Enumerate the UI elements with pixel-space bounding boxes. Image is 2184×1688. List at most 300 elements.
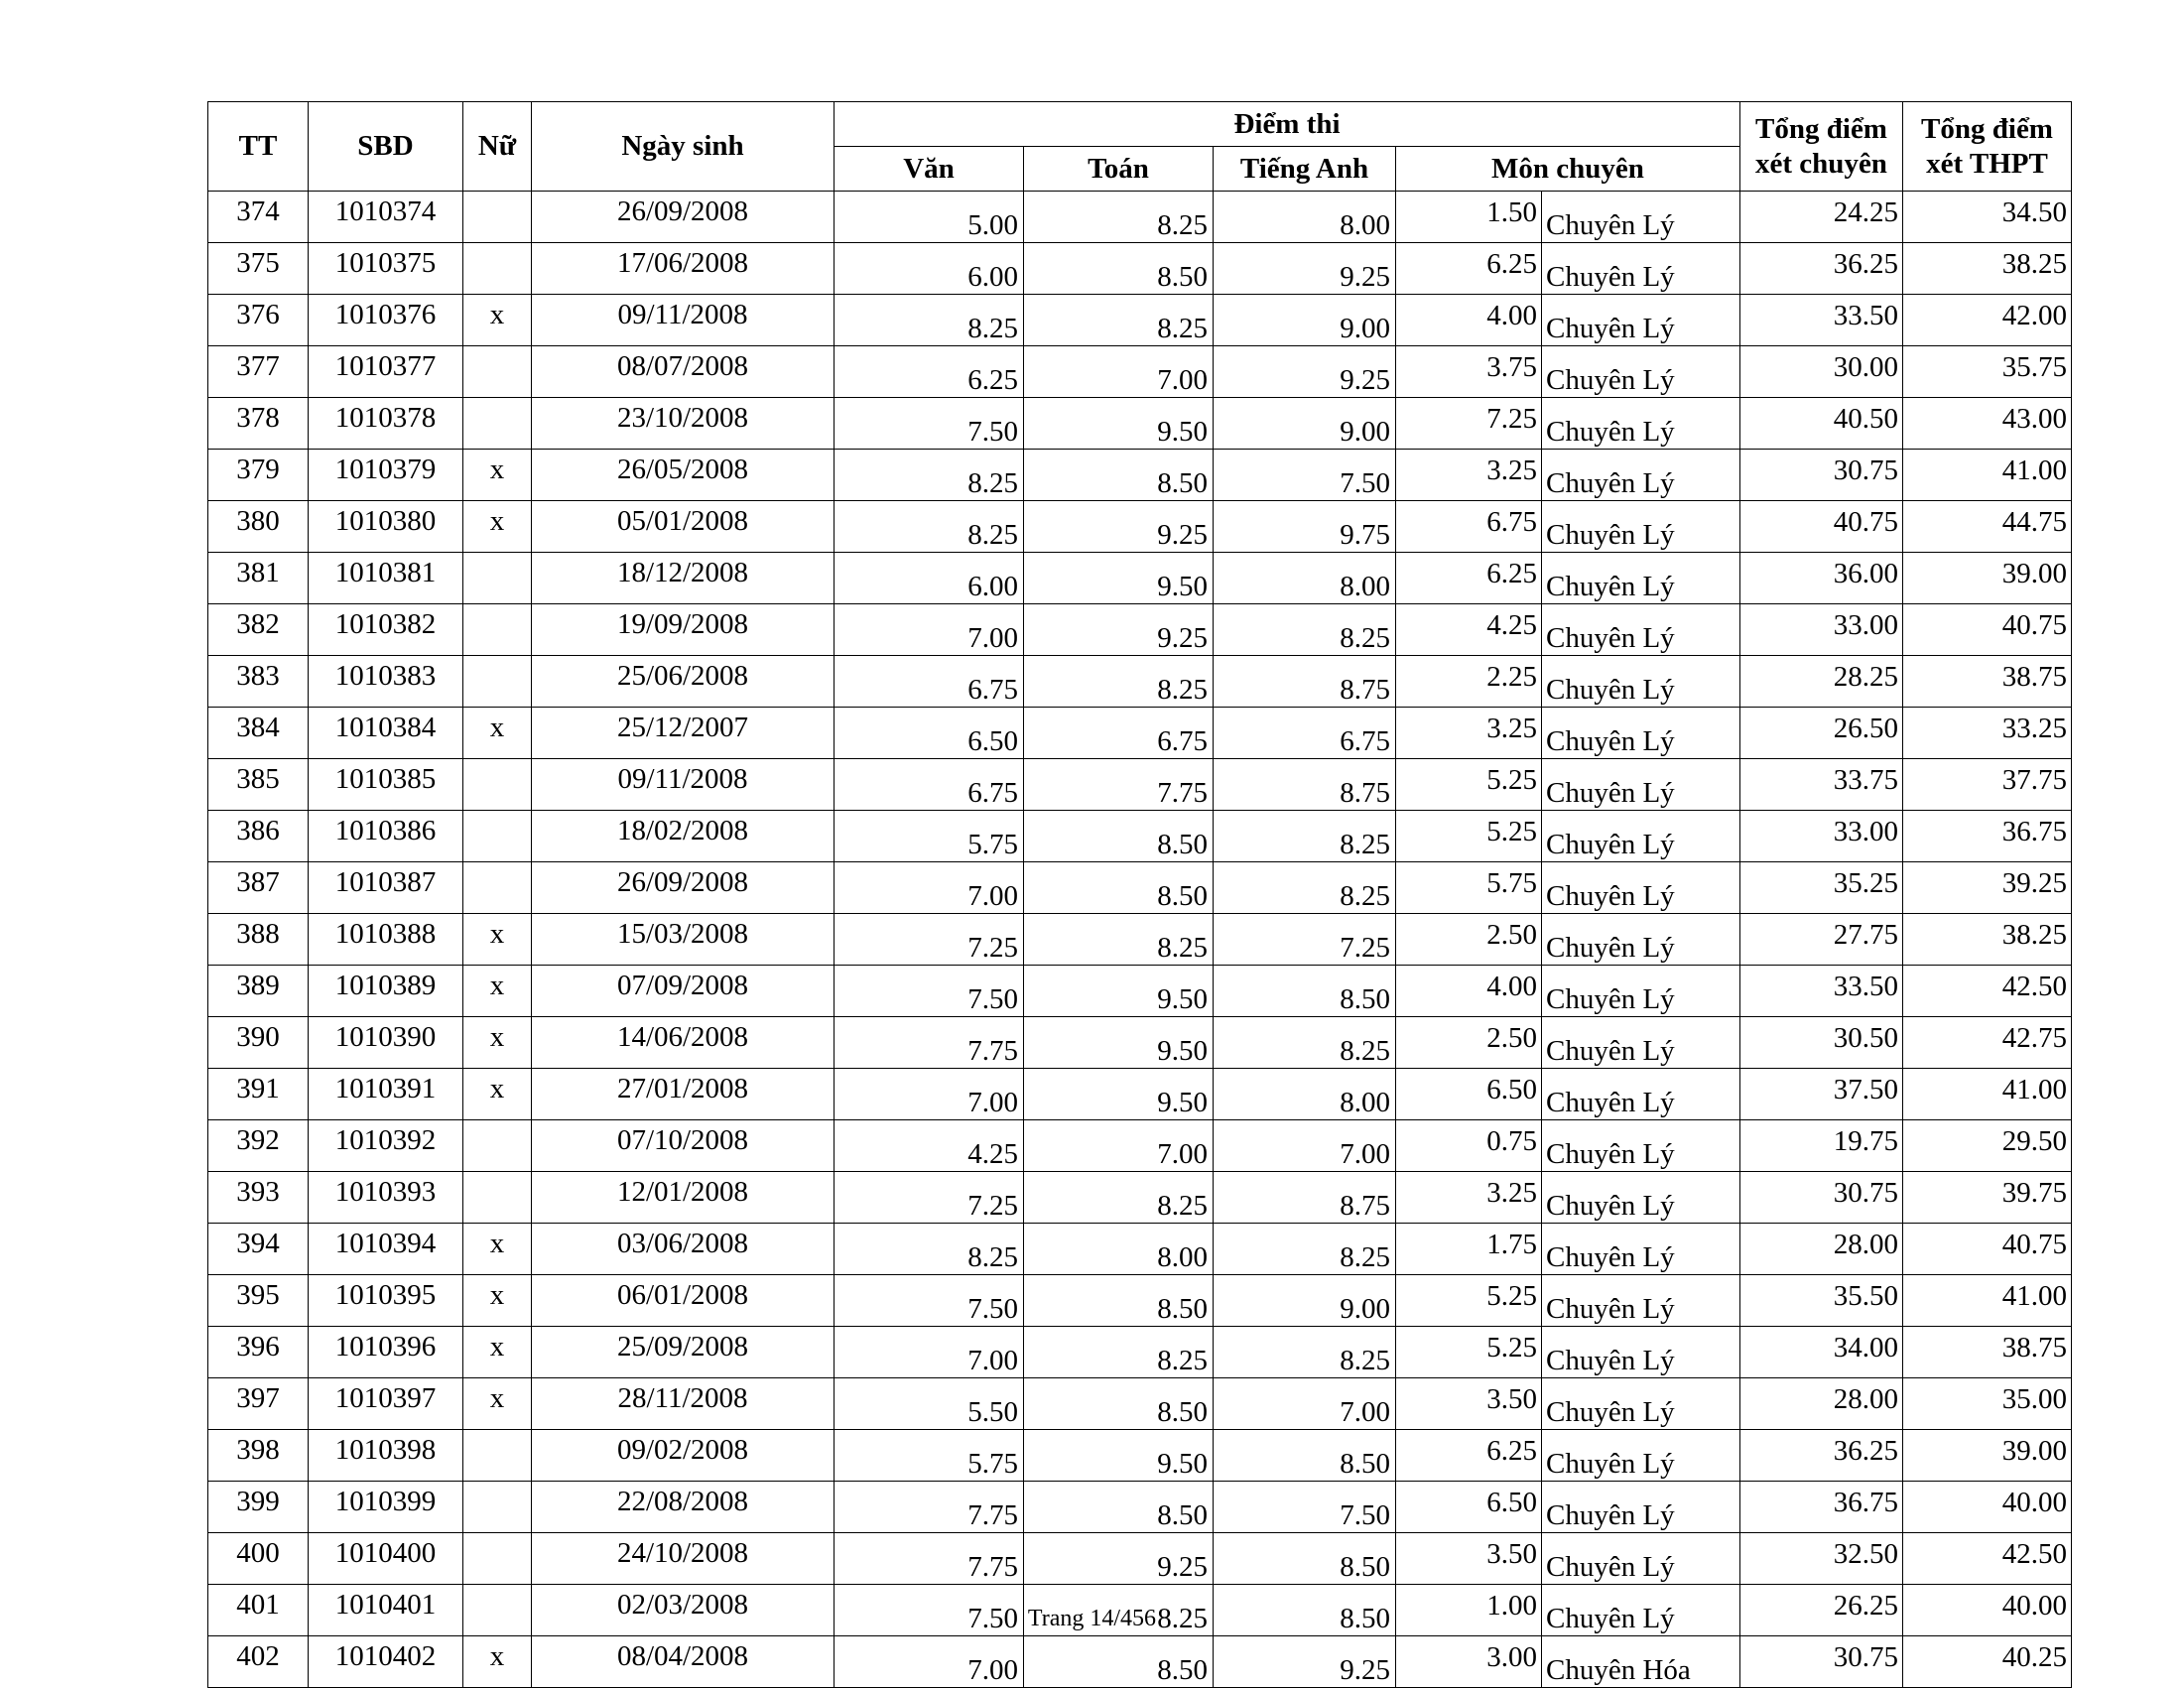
cell-van: 5.00 [835,192,1024,243]
table-row [208,862,2072,914]
cell-mon-chuyen-diem: 6.75 [1396,501,1542,553]
header-tt: TT [208,102,309,192]
cell-nu: x [463,1224,532,1275]
table-row [208,604,2072,656]
cell-ngay-sinh: 26/05/2008 [532,450,835,501]
cell-toan: 8.25 [1024,914,1214,966]
cell-ngay-sinh: 25/12/2007 [532,708,835,759]
table-row [208,759,2072,811]
cell-ngay-sinh: 26/09/2008 [532,862,835,914]
cell-sbd: 1010394 [309,1224,463,1275]
cell-ngay-sinh: 03/06/2008 [532,1224,835,1275]
table-row [208,501,2072,553]
cell-mon-chuyen-ten: Chuyên Lý [1542,553,1740,604]
cell-nu: x [463,914,532,966]
header-van: Văn [835,147,1024,192]
cell-mon-chuyen-diem: 3.50 [1396,1533,1542,1585]
table-row [208,1378,2072,1430]
cell-ngay-sinh: 09/11/2008 [532,295,835,346]
cell-mon-chuyen-ten: Chuyên Lý [1542,243,1740,295]
cell-ngay-sinh: 09/02/2008 [532,1430,835,1482]
cell-mon-chuyen-ten: Chuyên Lý [1542,1172,1740,1224]
cell-tong-xet-chuyen: 36.25 [1740,243,1903,295]
cell-tieng-anh: 7.00 [1214,1120,1396,1172]
cell-tieng-anh: 7.25 [1214,914,1396,966]
table-header [208,102,2072,192]
cell-van: 8.25 [835,1224,1024,1275]
cell-tt: 399 [208,1482,309,1533]
cell-tong-xet-chuyen: 33.50 [1740,966,1903,1017]
cell-mon-chuyen-ten: Chuyên Lý [1542,501,1740,553]
cell-toan: 9.50 [1024,398,1214,450]
cell-tong-xet-chuyen: 19.75 [1740,1120,1903,1172]
cell-ngay-sinh: 06/01/2008 [532,1275,835,1327]
cell-tong-xet-thpt: 39.00 [1903,1430,2072,1482]
header-tong-xet-thpt-line2: xét THPT [1926,147,2048,180]
cell-toan: 9.25 [1024,1533,1214,1585]
cell-sbd: 1010383 [309,656,463,708]
cell-toan: 8.25 [1024,656,1214,708]
cell-sbd: 1010388 [309,914,463,966]
cell-tong-xet-thpt: 38.25 [1903,243,2072,295]
cell-toan: 7.75 [1024,759,1214,811]
header-tong-xet-thpt-line1: Tổng điểm [1921,112,2053,145]
cell-sbd: 1010399 [309,1482,463,1533]
cell-tong-xet-thpt: 36.75 [1903,811,2072,862]
header-tong-xet-chuyen-line2: xét chuyên [1755,147,1887,180]
cell-nu [463,1482,532,1533]
cell-toan: 7.00 [1024,1120,1214,1172]
cell-tong-xet-chuyen: 33.50 [1740,295,1903,346]
page-number: Trang 14/456 [1027,1606,1157,1631]
table-row [208,811,2072,862]
cell-van: 8.25 [835,501,1024,553]
header-nu: Nữ [463,102,532,192]
cell-mon-chuyen-diem: 5.75 [1396,862,1542,914]
cell-nu [463,398,532,450]
cell-tong-xet-chuyen: 27.75 [1740,914,1903,966]
cell-tong-xet-chuyen: 37.50 [1740,1069,1903,1120]
cell-toan: 8.50 [1024,1636,1214,1688]
cell-tong-xet-thpt: 40.25 [1903,1636,2072,1688]
cell-tt: 390 [208,1017,309,1069]
cell-sbd: 1010389 [309,966,463,1017]
cell-nu [463,346,532,398]
cell-tong-xet-thpt: 42.00 [1903,295,2072,346]
cell-mon-chuyen-diem: 1.00 [1396,1585,1542,1636]
cell-nu: x [463,1327,532,1378]
table-row [208,966,2072,1017]
cell-toan: 8.50 [1024,862,1214,914]
table-row [208,1120,2072,1172]
cell-mon-chuyen-diem: 2.25 [1396,656,1542,708]
table-row [208,1327,2072,1378]
header-diem-thi: Điểm thi [835,102,1740,147]
cell-sbd: 1010392 [309,1120,463,1172]
cell-van: 7.75 [835,1017,1024,1069]
cell-van: 4.25 [835,1120,1024,1172]
cell-tong-xet-thpt: 35.00 [1903,1378,2072,1430]
cell-tieng-anh: 8.00 [1214,553,1396,604]
cell-ngay-sinh: 14/06/2008 [532,1017,835,1069]
cell-mon-chuyen-diem: 6.25 [1396,553,1542,604]
cell-nu [463,1533,532,1585]
cell-sbd: 1010400 [309,1533,463,1585]
table-row [208,1224,2072,1275]
cell-toan: 8.25 [1024,295,1214,346]
cell-toan: 8.50 [1024,811,1214,862]
cell-tong-xet-chuyen: 35.50 [1740,1275,1903,1327]
header-sbd: SBD [309,102,463,192]
cell-tong-xet-chuyen: 35.25 [1740,862,1903,914]
cell-mon-chuyen-ten: Chuyên Lý [1542,604,1740,656]
cell-van: 7.00 [835,1069,1024,1120]
cell-sbd: 1010375 [309,243,463,295]
cell-nu: x [463,1636,532,1688]
cell-nu: x [463,1378,532,1430]
table-row [208,708,2072,759]
cell-mon-chuyen-diem: 4.25 [1396,604,1542,656]
cell-ngay-sinh: 09/11/2008 [532,759,835,811]
cell-sbd: 1010395 [309,1275,463,1327]
cell-mon-chuyen-ten: Chuyên Lý [1542,1017,1740,1069]
cell-tieng-anh: 8.50 [1214,1533,1396,1585]
cell-nu: x [463,966,532,1017]
cell-tieng-anh: 8.25 [1214,811,1396,862]
cell-mon-chuyen-ten: Chuyên Lý [1542,811,1740,862]
cell-van: 6.00 [835,553,1024,604]
cell-tt: 392 [208,1120,309,1172]
header-tong-xet-chuyen-line1: Tổng điểm [1755,112,1887,145]
cell-mon-chuyen-ten: Chuyên Lý [1542,914,1740,966]
cell-van: 7.50 [835,966,1024,1017]
cell-tong-xet-chuyen: 28.00 [1740,1378,1903,1430]
cell-tong-xet-chuyen: 34.00 [1740,1327,1903,1378]
cell-mon-chuyen-ten: Chuyên Lý [1542,862,1740,914]
cell-sbd: 1010378 [309,398,463,450]
cell-mon-chuyen-diem: 5.25 [1396,1327,1542,1378]
table-row [208,1275,2072,1327]
cell-tieng-anh: 8.25 [1214,1327,1396,1378]
cell-mon-chuyen-diem: 1.75 [1396,1224,1542,1275]
cell-tieng-anh: 9.00 [1214,1275,1396,1327]
cell-tong-xet-chuyen: 40.50 [1740,398,1903,450]
cell-sbd: 1010382 [309,604,463,656]
cell-tt: 396 [208,1327,309,1378]
cell-tt: 401 [208,1585,309,1636]
cell-tong-xet-chuyen: 36.00 [1740,553,1903,604]
cell-nu: x [463,1069,532,1120]
cell-tong-xet-thpt: 40.00 [1903,1482,2072,1533]
cell-tieng-anh: 8.75 [1214,656,1396,708]
cell-mon-chuyen-ten: Chuyên Lý [1542,398,1740,450]
cell-tong-xet-chuyen: 26.50 [1740,708,1903,759]
cell-tong-xet-thpt: 35.75 [1903,346,2072,398]
cell-tong-xet-chuyen: 28.00 [1740,1224,1903,1275]
cell-toan: 8.50 [1024,243,1214,295]
cell-mon-chuyen-ten: Chuyên Lý [1542,966,1740,1017]
cell-toan: 9.50 [1024,553,1214,604]
cell-van: 5.75 [835,1430,1024,1482]
cell-toan: 8.25 [1024,1172,1214,1224]
cell-nu [463,811,532,862]
cell-mon-chuyen-diem: 5.25 [1396,1275,1542,1327]
cell-tong-xet-thpt: 29.50 [1903,1120,2072,1172]
cell-tong-xet-chuyen: 33.00 [1740,604,1903,656]
cell-tieng-anh: 9.75 [1214,501,1396,553]
table-row [208,295,2072,346]
cell-toan: 6.75 [1024,708,1214,759]
cell-tong-xet-thpt: 43.00 [1903,398,2072,450]
cell-ngay-sinh: 18/12/2008 [532,553,835,604]
cell-tt: 383 [208,656,309,708]
cell-van: 7.75 [835,1482,1024,1533]
cell-tong-xet-thpt: 41.00 [1903,450,2072,501]
cell-mon-chuyen-diem: 3.50 [1396,1378,1542,1430]
cell-mon-chuyen-diem: 3.25 [1396,450,1542,501]
header-tieng-anh: Tiếng Anh [1214,147,1396,192]
cell-tieng-anh: 8.00 [1214,1069,1396,1120]
cell-mon-chuyen-diem: 3.25 [1396,1172,1542,1224]
cell-mon-chuyen-ten: Chuyên Lý [1542,1327,1740,1378]
cell-toan: 9.50 [1024,1069,1214,1120]
cell-tieng-anh: 8.50 [1214,1430,1396,1482]
cell-van: 7.50 [835,398,1024,450]
cell-ngay-sinh: 27/01/2008 [532,1069,835,1120]
cell-mon-chuyen-ten: Chuyên Lý [1542,1533,1740,1585]
cell-toan: 8.50 [1024,1378,1214,1430]
cell-sbd: 1010391 [309,1069,463,1120]
cell-mon-chuyen-ten: Chuyên Lý [1542,1378,1740,1430]
cell-van: 5.75 [835,811,1024,862]
cell-mon-chuyen-diem: 1.50 [1396,192,1542,243]
cell-mon-chuyen-ten: Chuyên Lý [1542,759,1740,811]
cell-mon-chuyen-diem: 4.00 [1396,295,1542,346]
cell-tong-xet-chuyen: 33.00 [1740,811,1903,862]
cell-toan: 9.50 [1024,966,1214,1017]
cell-ngay-sinh: 24/10/2008 [532,1533,835,1585]
cell-tt: 384 [208,708,309,759]
cell-nu [463,1430,532,1482]
cell-mon-chuyen-diem: 3.75 [1396,346,1542,398]
cell-sbd: 1010380 [309,501,463,553]
cell-mon-chuyen-ten: Chuyên Lý [1542,1585,1740,1636]
table-row [208,1069,2072,1120]
cell-tong-xet-chuyen: 30.75 [1740,1172,1903,1224]
cell-sbd: 1010376 [309,295,463,346]
cell-mon-chuyen-ten: Chuyên Lý [1542,192,1740,243]
table-row [208,243,2072,295]
cell-nu [463,604,532,656]
cell-sbd: 1010398 [309,1430,463,1482]
header-toan: Toán [1024,147,1214,192]
cell-tong-xet-chuyen: 36.25 [1740,1430,1903,1482]
cell-van: 6.75 [835,759,1024,811]
cell-ngay-sinh: 17/06/2008 [532,243,835,295]
cell-mon-chuyen-diem: 3.00 [1396,1636,1542,1688]
cell-toan: 8.00 [1024,1224,1214,1275]
cell-tong-xet-thpt: 41.00 [1903,1275,2072,1327]
cell-mon-chuyen-diem: 2.50 [1396,914,1542,966]
cell-mon-chuyen-diem: 6.25 [1396,243,1542,295]
cell-van: 7.00 [835,604,1024,656]
cell-mon-chuyen-diem: 5.25 [1396,759,1542,811]
cell-toan: 9.25 [1024,501,1214,553]
cell-ngay-sinh: 28/11/2008 [532,1378,835,1430]
cell-tt: 398 [208,1430,309,1482]
cell-mon-chuyen-ten: Chuyên Lý [1542,708,1740,759]
table-row [208,192,2072,243]
cell-nu: x [463,450,532,501]
cell-tong-xet-thpt: 40.75 [1903,1224,2072,1275]
cell-tong-xet-chuyen: 40.75 [1740,501,1903,553]
cell-tieng-anh: 8.50 [1214,1585,1396,1636]
cell-tong-xet-thpt: 39.25 [1903,862,2072,914]
cell-van: 7.00 [835,1636,1024,1688]
cell-tt: 376 [208,295,309,346]
cell-ngay-sinh: 26/09/2008 [532,192,835,243]
cell-mon-chuyen-diem: 6.50 [1396,1482,1542,1533]
cell-tieng-anh: 8.25 [1214,604,1396,656]
header-ngay-sinh: Ngày sinh [532,102,835,192]
cell-tt: 393 [208,1172,309,1224]
cell-sbd: 1010390 [309,1017,463,1069]
cell-mon-chuyen-ten: Chuyên Lý [1542,450,1740,501]
cell-tong-xet-thpt: 38.25 [1903,914,2072,966]
cell-van: 6.00 [835,243,1024,295]
cell-tt: 379 [208,450,309,501]
cell-tong-xet-chuyen: 24.25 [1740,192,1903,243]
cell-tieng-anh: 9.00 [1214,295,1396,346]
cell-mon-chuyen-diem: 3.25 [1396,708,1542,759]
cell-tt: 389 [208,966,309,1017]
cell-tieng-anh: 7.50 [1214,1482,1396,1533]
cell-toan: 8.50 [1024,1275,1214,1327]
cell-toan: 8.25 [1024,192,1214,243]
cell-tieng-anh: 7.50 [1214,450,1396,501]
cell-tong-xet-thpt: 34.50 [1903,192,2072,243]
cell-mon-chuyen-diem: 5.25 [1396,811,1542,862]
cell-ngay-sinh: 23/10/2008 [532,398,835,450]
cell-sbd: 1010387 [309,862,463,914]
table-body [208,192,2072,1688]
cell-tieng-anh: 6.75 [1214,708,1396,759]
cell-nu [463,553,532,604]
cell-nu [463,759,532,811]
cell-tt: 394 [208,1224,309,1275]
cell-mon-chuyen-diem: 2.50 [1396,1017,1542,1069]
cell-tong-xet-chuyen: 32.50 [1740,1533,1903,1585]
table-row [208,1430,2072,1482]
cell-mon-chuyen-ten: Chuyên Lý [1542,295,1740,346]
cell-sbd: 1010396 [309,1327,463,1378]
cell-tong-xet-thpt: 42.50 [1903,966,2072,1017]
cell-mon-chuyen-diem: 6.50 [1396,1069,1542,1120]
cell-nu [463,1172,532,1224]
cell-tong-xet-thpt: 42.75 [1903,1017,2072,1069]
cell-mon-chuyen-ten: Chuyên Lý [1542,346,1740,398]
cell-sbd: 1010402 [309,1636,463,1688]
cell-nu [463,192,532,243]
cell-van: 5.50 [835,1378,1024,1430]
cell-tong-xet-thpt: 39.75 [1903,1172,2072,1224]
cell-sbd: 1010393 [309,1172,463,1224]
cell-toan: 9.50 [1024,1017,1214,1069]
cell-ngay-sinh: 22/08/2008 [532,1482,835,1533]
cell-tong-xet-thpt: 39.00 [1903,553,2072,604]
table-row [208,1172,2072,1224]
cell-sbd: 1010384 [309,708,463,759]
cell-ngay-sinh: 02/03/2008 [532,1585,835,1636]
cell-mon-chuyen-ten: Chuyên Lý [1542,1069,1740,1120]
cell-tt: 378 [208,398,309,450]
cell-tieng-anh: 8.75 [1214,1172,1396,1224]
cell-tong-xet-thpt: 33.25 [1903,708,2072,759]
cell-ngay-sinh: 07/10/2008 [532,1120,835,1172]
table-row [208,1533,2072,1585]
cell-van: 7.75 [835,1533,1024,1585]
cell-ngay-sinh: 07/09/2008 [532,966,835,1017]
cell-van: 6.25 [835,346,1024,398]
cell-mon-chuyen-ten: Chuyên Lý [1542,1275,1740,1327]
cell-tong-xet-chuyen: 30.00 [1740,346,1903,398]
cell-mon-chuyen-ten: Chuyên Lý [1542,656,1740,708]
table-row [208,914,2072,966]
cell-mon-chuyen-ten: Chuyên Hóa [1542,1636,1740,1688]
cell-nu [463,243,532,295]
cell-tt: 400 [208,1533,309,1585]
cell-tt: 402 [208,1636,309,1688]
cell-tong-xet-thpt: 42.50 [1903,1533,2072,1585]
cell-sbd: 1010374 [309,192,463,243]
cell-tt: 380 [208,501,309,553]
cell-van: 7.25 [835,1172,1024,1224]
cell-van: 7.00 [835,862,1024,914]
cell-sbd: 1010397 [309,1378,463,1430]
cell-nu: x [463,1017,532,1069]
cell-tong-xet-chuyen: 28.25 [1740,656,1903,708]
cell-tong-xet-thpt: 38.75 [1903,1327,2072,1378]
cell-tong-xet-thpt: 40.75 [1903,604,2072,656]
cell-ngay-sinh: 25/06/2008 [532,656,835,708]
cell-ngay-sinh: 08/04/2008 [532,1636,835,1688]
cell-nu [463,862,532,914]
cell-tieng-anh: 9.00 [1214,398,1396,450]
cell-ngay-sinh: 25/09/2008 [532,1327,835,1378]
cell-tieng-anh: 8.25 [1214,1224,1396,1275]
cell-toan: 7.00 [1024,346,1214,398]
cell-tt: 377 [208,346,309,398]
table-row [208,1482,2072,1533]
cell-tt: 381 [208,553,309,604]
cell-nu: x [463,501,532,553]
table-row [208,398,2072,450]
cell-tieng-anh: 9.25 [1214,243,1396,295]
cell-tong-xet-chuyen: 30.50 [1740,1017,1903,1069]
cell-sbd: 1010385 [309,759,463,811]
cell-mon-chuyen-diem: 6.25 [1396,1430,1542,1482]
cell-nu [463,1120,532,1172]
cell-tt: 385 [208,759,309,811]
cell-tong-xet-chuyen: 26.25 [1740,1585,1903,1636]
cell-tong-xet-chuyen: 30.75 [1740,450,1903,501]
cell-tong-xet-chuyen: 33.75 [1740,759,1903,811]
cell-tt: 386 [208,811,309,862]
cell-toan: 8.25 [1024,1585,1214,1636]
cell-mon-chuyen-ten: Chuyên Lý [1542,1224,1740,1275]
cell-tong-xet-chuyen: 30.75 [1740,1636,1903,1688]
cell-toan: 9.50 [1024,1430,1214,1482]
